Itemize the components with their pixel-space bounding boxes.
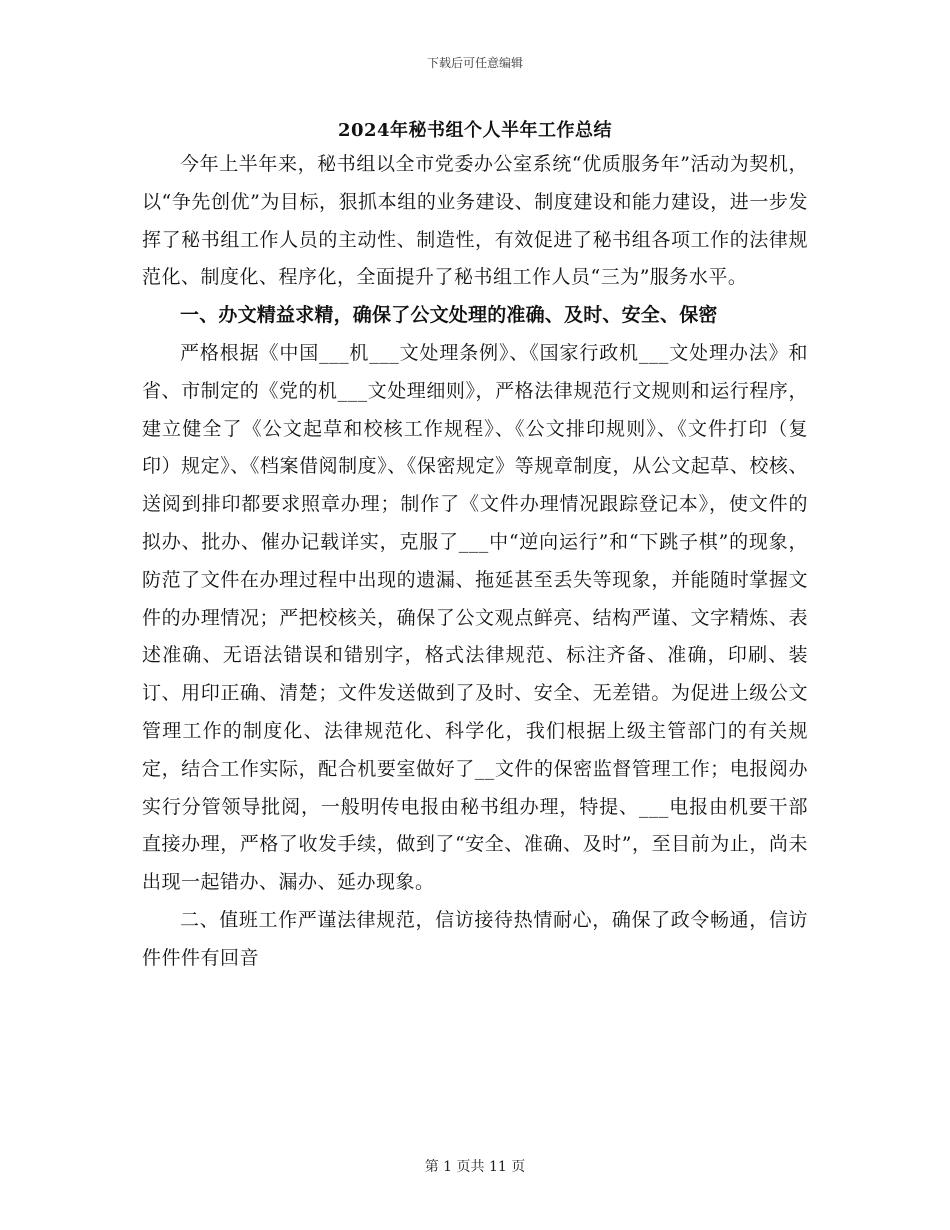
- intro-paragraph: 今年上半年来，秘书组以全市党委办公室系统“优质服务年”活动为契机，以“争先创优”为目标，狠抓本组的业务建设、制度建设和能力建设，进一步发挥了秘书组工作人员的主动性、制造性，有效促进了秘书组各项工作的法律规范化、制度化、程序化，全面提升了秘书组工作人员“三为”服务水平。: [142, 153, 808, 289]
- page-number: 第 1 页共 11 页: [424, 1159, 526, 1175]
- section-heading-1: 一、办文精益求精，确保了公文处理的准确、及时、安全、保密: [180, 304, 718, 327]
- section-heading-2: 二、值班工作严谨法律规范，信访接待热情耐心，确保了政令畅通，信访件件件有回音: [142, 908, 808, 969]
- document-title: 2024年秘书组个人半年工作总结: [337, 120, 613, 141]
- section-1-paragraph: 严格根据《中国___机___文处理条例》、《国家行政机___文处理办法》和省、市制定的《党的机___文处理细则》，严格法律规范行文规则和运行程序，建立健全了《公文起草和校核工作规程》、《公文排印规则》、《文件打印（复印）规定》、《档案借阅制度》、《保密规定》等规章制度，从公文起草、校核、送阅到排印都要求照章办理；制作了《文件办理情况跟踪登记本》，使文件的拟办、批办、催办记载详实，克服了___中“逆向运行”和“下跳子棋”的现象，防范了文件在办理过程中出现的遗漏、拖延甚至丢失等现象，并能随时掌握文件的办理情况；严把校核关，确保了公文观点鲜亮、结构严谨、文字精炼、表述准确、无语法错误和错别字，格式法律规范、标注齐备、准确，印刷、装订、用印正确、清楚；文件发送做到了及时、安全、无差错。为促进上级公文管理工作的制度化、法律规范化、科学化，我们根据上级主管部门的有关规定，结合工作实际，配合机要室做好了__文件的保密监督管理工作；电报阅办实行分管领导批阅，一般明传电报由秘书组办理，特提、___电报由机要干部直接办理，严格了收发手续，做到了“安全、准确、及时”，至目前为止，尚未出现一起错办、漏办、延办现象。: [142, 341, 808, 894]
- document-body: [142, 146, 808, 978]
- header-note: 下载后可任意编辑: [426, 56, 523, 70]
